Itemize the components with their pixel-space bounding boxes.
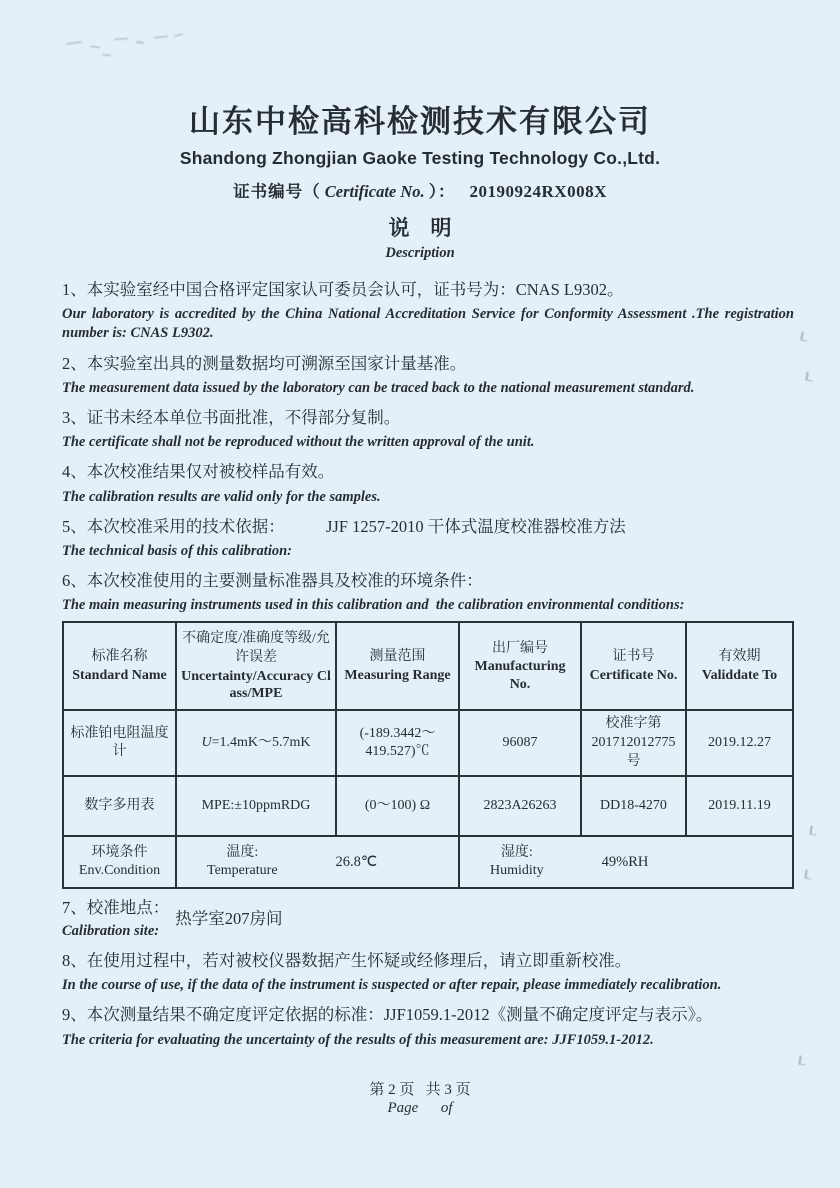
item-5-en: The technical basis of this calibration: xyxy=(62,542,292,559)
calibration-site-row xyxy=(62,897,794,940)
table-row xyxy=(63,776,793,836)
temperature-value: 26.8℃ xyxy=(335,853,378,870)
item-4-cn: 4、本次校准结果仅对被校样品有效。 xyxy=(62,462,335,482)
env-humidity-cell xyxy=(459,836,793,888)
cell-range: (-189.3442～419.527)℃ xyxy=(336,710,459,776)
item-7-cn: 7、校准地点： xyxy=(62,898,170,918)
header-standard-name: 标准名称 Standard Name xyxy=(63,622,176,710)
doc-title-cn: 说 明 xyxy=(388,216,452,240)
header-certificate-no: 证书号 Certificate No. xyxy=(581,622,686,710)
scan-artifact xyxy=(798,1056,806,1066)
cell-uncertainty: MPE:±10ppmRDG xyxy=(176,776,336,836)
item-8-cn: 8、在使用过程中，若对被校仪器数据产生怀疑或经修理后，请立即重新校准。 xyxy=(62,950,632,970)
certificate-label-en: Certificate No. xyxy=(320,182,429,201)
cell-standard-name: 标准铂电阻温度计 xyxy=(63,710,176,776)
item-3-cn: 3、证书未经本单位书面批准，不得部分复制。 xyxy=(62,407,401,427)
scan-artifact xyxy=(809,826,817,836)
header-uncertainty: 不确定度/准确度等级/允许误差 Uncertainty/Accuracy Class/MPE xyxy=(176,622,336,710)
header-manufacturing-no: 出厂编号 Manufacturing No. xyxy=(459,622,581,710)
certificate-label-close: ）： xyxy=(428,182,456,201)
cell-valid-date: 2019.12.27 xyxy=(686,710,793,776)
env-condition-label: 环境条件 Env.Condition xyxy=(63,836,176,888)
item-1-cn: 1、本实验室经中国合格评定国家认可委员会认可，证书号为：CNAS L9302。 xyxy=(62,280,624,299)
cell-cert-no: 校准字第201712012775号 xyxy=(581,710,686,776)
certificate-label-cn: 证书编号（ xyxy=(233,182,321,201)
item-3-en: The certificate shall not be reproduced without the written approval of the unit. xyxy=(62,434,535,451)
instruments-table xyxy=(62,621,794,889)
humidity-value: 49%RH xyxy=(601,853,649,870)
table-row xyxy=(63,710,793,776)
cell-standard-name: 数字多用表 xyxy=(63,776,176,836)
table-header-row xyxy=(63,622,793,710)
footer-page-number-cn: 第 2 页 共 3 页 xyxy=(369,1082,471,1098)
humidity-label: 湿度: Humidity xyxy=(490,845,544,879)
cell-mfg-no: 96087 xyxy=(459,710,581,776)
scan-artifact xyxy=(800,332,808,342)
item-6-cn: 6、本次校准使用的主要测量标准器具及校准的环境条件： xyxy=(62,571,483,591)
cell-valid-date: 2019.11.19 xyxy=(686,776,793,836)
bottom-items xyxy=(0,889,840,1049)
item-6-en: The main measuring instruments used in this calibration and the calibration environmental conditions: xyxy=(62,597,685,614)
item-8-en: In the course of use, if the data of the instrument is suspected or after repair, please immediately recalibration. xyxy=(62,977,722,994)
certificate-number-line xyxy=(0,178,840,202)
scan-smudge xyxy=(62,26,192,62)
calibration-site-value: 热学室207房间 xyxy=(175,909,283,929)
description-items xyxy=(0,262,840,615)
temperature-label: 温度: Temperature xyxy=(207,845,278,879)
item-7-en: Calibration site: xyxy=(62,922,160,939)
doc-title-en: Description xyxy=(385,245,455,261)
item-9-cn: 9、本次测量结果不确定度评定依据的标准：JJF1059.1-2012《测量不确定度评定与表示》。 xyxy=(62,1005,713,1025)
footer-page-number-en: Page of xyxy=(387,1100,453,1116)
certificate-number: 20190924RX008X xyxy=(469,182,607,201)
company-name-cn: 山东中检高科检测技术有限公司 xyxy=(189,104,651,139)
cell-mfg-no: 2823A26263 xyxy=(459,776,581,836)
page-footer xyxy=(0,1078,840,1117)
item-4-en: The calibration results are valid only for the samples. xyxy=(62,488,381,505)
header-measuring-range: 测量范围 Measuring Range xyxy=(336,622,459,710)
scan-artifact xyxy=(804,870,812,880)
item-2-cn: 2、本实验室出具的测量数据均可溯源至国家计量基准。 xyxy=(62,353,467,373)
calibration-site-labels xyxy=(62,897,169,940)
cell-range: (0～100) Ω xyxy=(336,776,459,836)
cell-uncertainty: U=1.4mK～5.7mK xyxy=(176,710,336,776)
cell-cert-no: DD18-4270 xyxy=(581,776,686,836)
scan-artifact xyxy=(805,372,813,382)
environment-row xyxy=(63,836,793,888)
header-valid-date: 有效期 Validdate To xyxy=(686,622,793,710)
item-2-en: The measurement data issued by the laboratory can be traced back to the national measurement standard. xyxy=(62,379,695,396)
company-name-en: Shandong Zhongjian Gaoke Testing Technology Co.,Ltd. xyxy=(179,148,661,168)
item-9-en: The criteria for evaluating the uncertainty of the results of this measurement are: JJF1059.1-2012. xyxy=(62,1031,654,1048)
env-temperature-cell xyxy=(176,836,459,888)
item-1-en: Our laboratory is accredited by the China National Accreditation Service for Conformity Assessment .The registration number is: CNAS L9302. xyxy=(62,306,798,342)
item-5-cn: 5、本次校准采用的技术依据： JJF 1257-2010 干体式温度校准器校准方法 xyxy=(62,516,626,536)
